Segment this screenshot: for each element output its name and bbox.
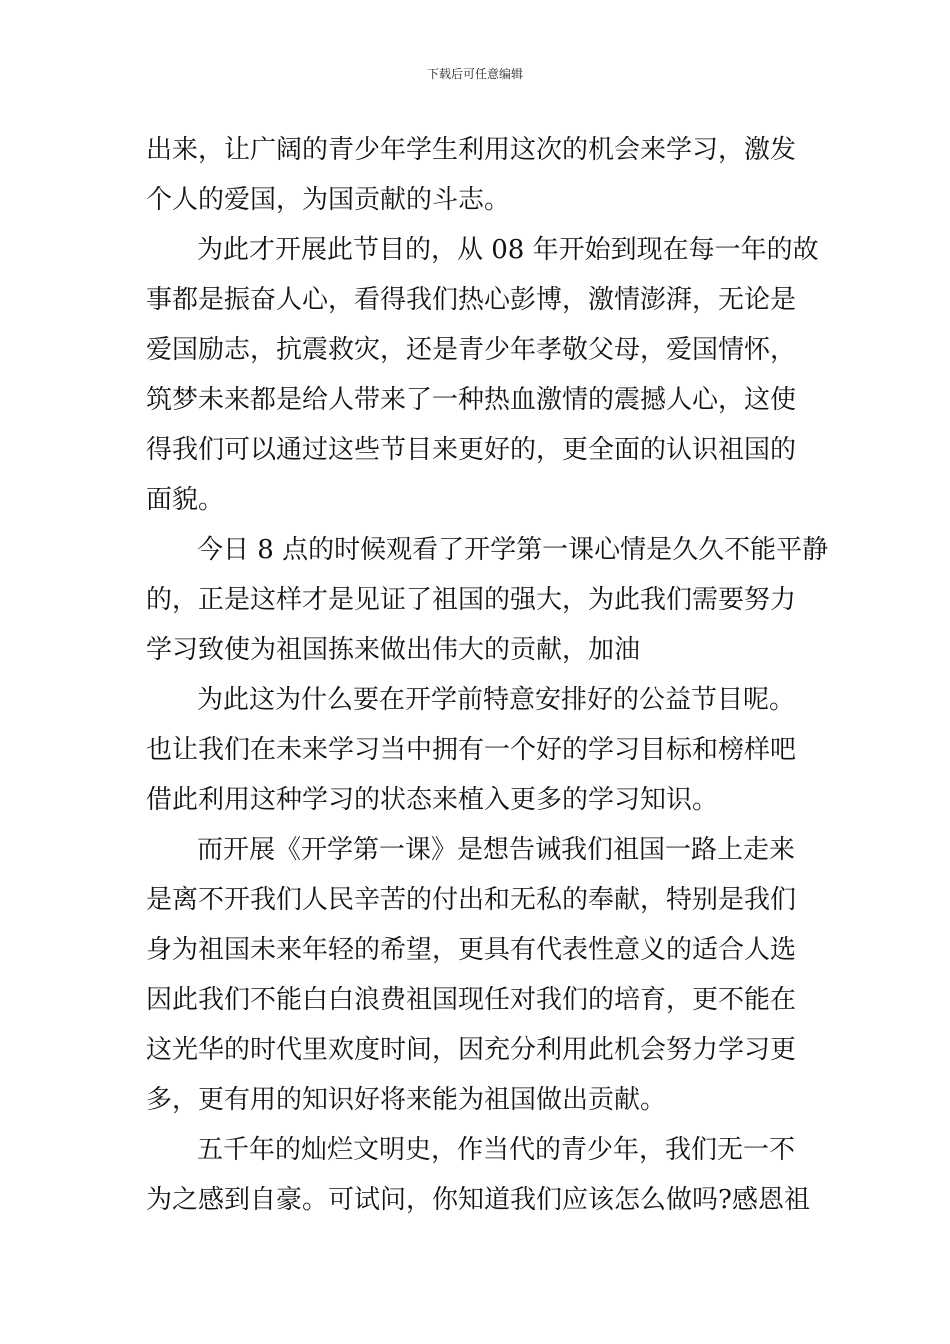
text-line: 的，正是这样才是见证了祖国的强大，为此我们需要努力: [146, 585, 797, 615]
paragraph-start-line: 五千年的灿烂文明史，作当代的青少年，我们无一不: [197, 1135, 796, 1165]
text-line: 这光华的时代里欢度时间，因充分利用此机会努力学习更: [146, 1035, 797, 1065]
text-line: 为之感到自豪。可试问，你知道我们应该怎么做吗?感恩祖: [146, 1185, 810, 1215]
paragraph-start-line: 而开展《开学第一课》是想告诫我们祖国一路上走来: [197, 835, 796, 865]
text-line: 因此我们不能白白浪费祖国现任对我们的培育，更不能在: [146, 985, 797, 1015]
text-line: 爱国励志，抗震救灾，还是青少年孝敬父母，爱国情怀，: [146, 335, 797, 365]
text-line: 是离不开我们人民辛苦的付出和无私的奉献，特别是我们: [146, 885, 797, 915]
paragraph-start-line: 为此这为什么要在开学前特意安排好的公益节目呢。: [197, 685, 796, 715]
text-line: 借此利用这种学习的状态来植入更多的学习知识。: [146, 785, 719, 815]
text-line: 学习致使为祖国拣来做出伟大的贡献，加油: [146, 635, 641, 665]
text-line: 得我们可以通过这些节目来更好的，更全面的认识祖国的: [146, 435, 797, 465]
text-line: 出来，让广阔的青少年学生利用这次的机会来学习，激发: [146, 135, 797, 165]
text-line: 事都是振奋人心，看得我们热心彭博，激情澎湃，无论是: [146, 285, 797, 315]
paragraph-start-line: 为此才开展此节目的，从 08 年开始到现在每一年的故: [197, 235, 819, 265]
text-line: 多，更有用的知识好将来能为祖国做出贡献。: [146, 1085, 667, 1115]
paragraph-start-line: 今日 8 点的时候观看了开学第一课心情是久久不能平静: [197, 535, 829, 565]
text-line: 筑梦未来都是给人带来了一种热血激情的震撼人心，这使: [146, 385, 797, 415]
text-line: 也让我们在未来学习当中拥有一个好的学习目标和榜样吧: [146, 735, 797, 765]
text-line: 面貌。: [146, 485, 225, 515]
text-line: 身为祖国未来年轻的希望，更具有代表性意义的适合人选: [146, 935, 797, 965]
text-line: 个人的爱国，为国贡献的斗志。: [146, 185, 511, 215]
page-header: 下载后可任意编辑: [426, 67, 523, 81]
